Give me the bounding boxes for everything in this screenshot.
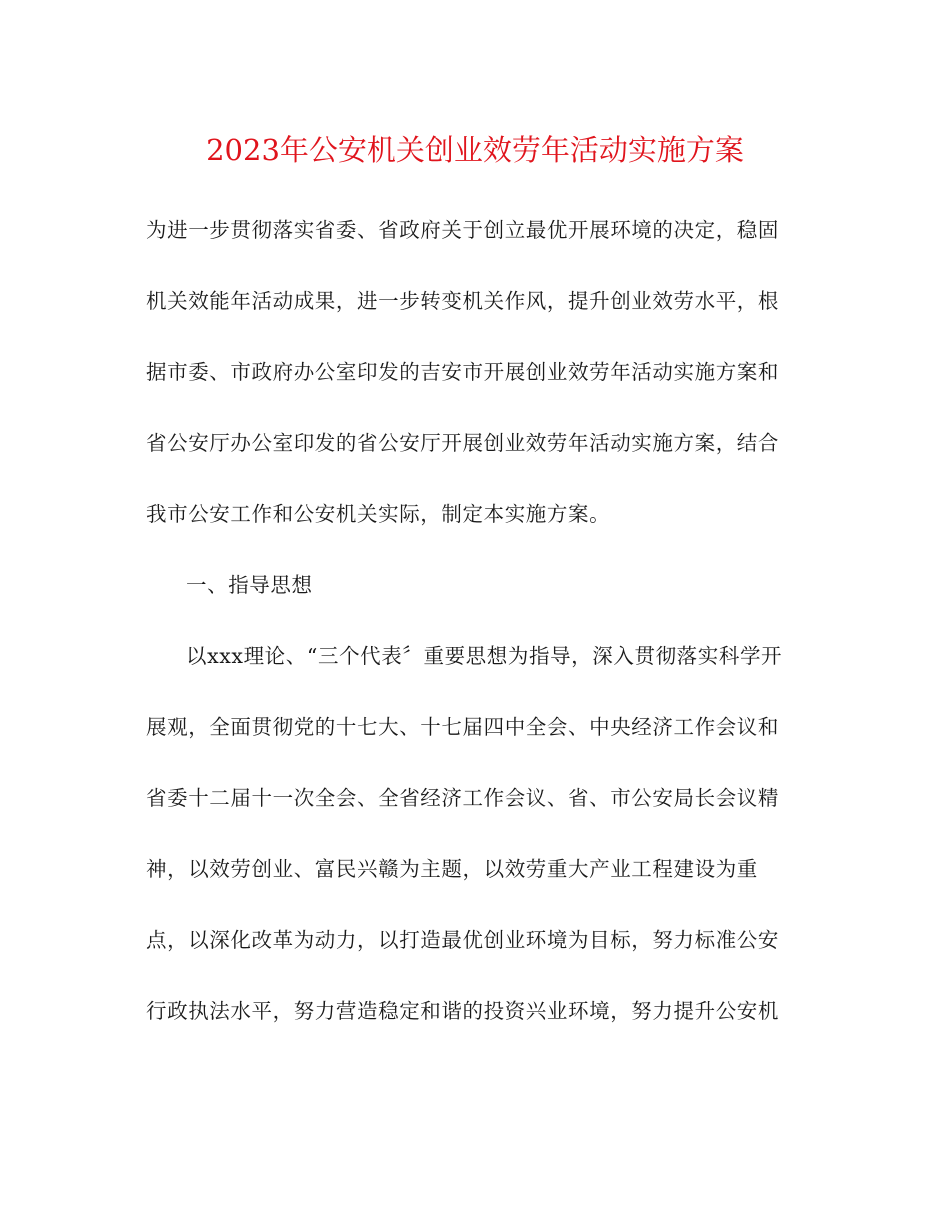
paragraph-line: 点，以深化改革为动力，以打造最优创业环境为目标，努力标准公安 xyxy=(146,928,779,952)
paragraph-line: 以xxx理论、“三个代表〞重要思想为指导，深入贯彻落实科学开 xyxy=(186,644,783,668)
paragraph-line: 据市委、市政府办公室印发的吉安市开展创业效劳年活动实施方案和 xyxy=(146,360,779,384)
document-title: 2023年公安机关创业效劳年活动实施方案 xyxy=(206,133,744,167)
section-heading: 一、指导思想 xyxy=(186,573,313,597)
paragraph-line: 省公安厅办公室印发的省公安厅开展创业效劳年活动实施方案，结合 xyxy=(146,431,779,455)
paragraph-line: 为进一步贯彻落实省委、省政府关于创立最优开展环境的决定，稳固 xyxy=(146,218,779,242)
paragraph-line: 神，以效劳创业、富民兴赣为主题，以效劳重大产业工程建设为重 xyxy=(146,857,758,881)
paragraph-line: 展观，全面贯彻党的十七大、十七届四中全会、中央经济工作会议和 xyxy=(146,715,779,739)
paragraph-line: 我市公安工作和公安机关实际，制定本实施方案。 xyxy=(146,502,611,526)
paragraph-line: 行政执法水平，努力营造稳定和谐的投资兴业环境，努力提升公安机 xyxy=(146,999,779,1023)
paragraph-line: 机关效能年活动成果，进一步转变机关作风，提升创业效劳水平，根 xyxy=(146,289,779,313)
paragraph-line: 省委十二届十一次全会、全省经济工作会议、省、市公安局长会议精 xyxy=(146,786,779,810)
